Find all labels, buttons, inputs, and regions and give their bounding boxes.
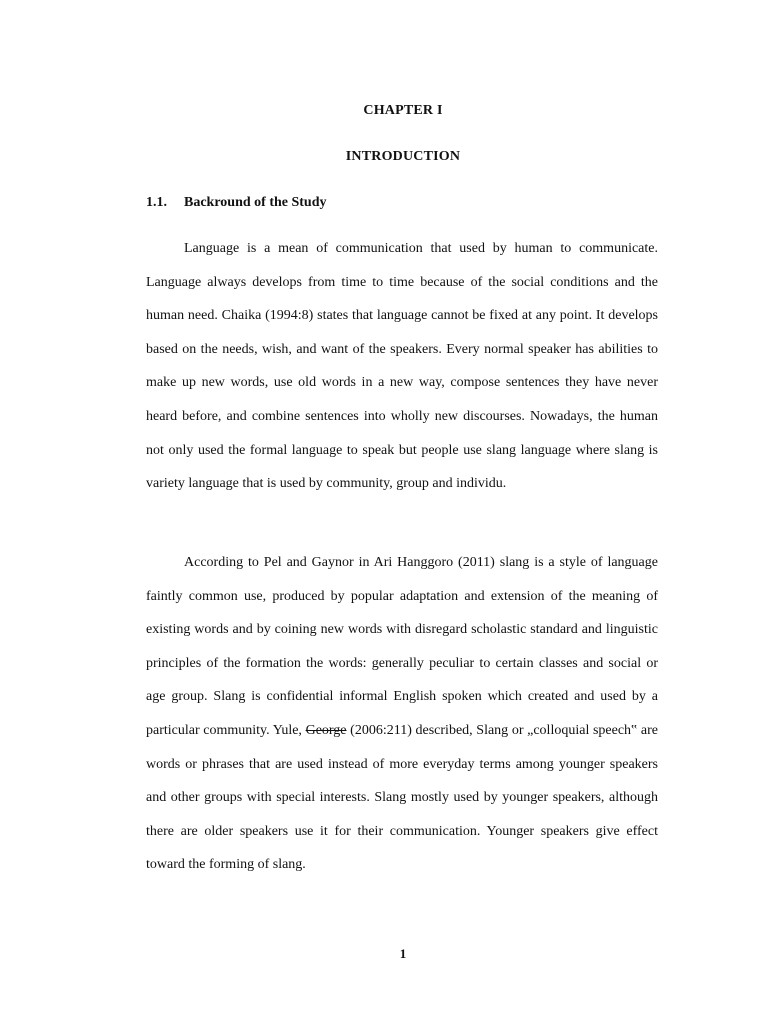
struck-word: George <box>305 722 347 738</box>
section-number: 1.1. <box>146 195 167 210</box>
chapter-subtitle: INTRODUCTION <box>345 149 461 164</box>
section-title: Backround of the Study <box>184 195 327 210</box>
page-number: 1 <box>399 946 407 961</box>
paragraph-2-part-2: (2006:211) described, Slang or „colloquial speech‟ are words or phrases that are used instead of more everyday terms among younger speakers and other groups with special interests. Slang mostly used by younger speakers, although there are older speakers use it for their communication. Younger speakers give effect toward the forming of slang. <box>146 722 659 873</box>
paragraph-1: Language is a mean of communication that used by human to communicate. Language always develops from time to time because of the social conditions and the human need. Chaika (1994:8) states that language cannot be fixed at any point. It develops based on the needs, wish, and want of the speakers. Every normal speaker has abilities to make up new words, use old words in a new way, compose sentences they have never heard before, and combine sentences into wholly new discourses. Nowadays, the human not only used the formal language to speak but people use slang language where slang is variety language that is used by community, group and individu. <box>146 241 658 492</box>
section-heading <box>146 195 327 211</box>
paragraph-2-part-1: According to Pel and Gaynor in Ari Hanggoro (2011) slang is a style of language faintly common use, produced by popular adaptation and extension of the meaning of existing words and by coining new words with disregard scholastic standard and linguistic principles of the formation the words: generally peculiar to certain classes and social or age group. Slang is confidential informal English spoken which created and used by a particular community. Yule, <box>146 555 658 738</box>
chapter-title: CHAPTER I <box>363 103 443 118</box>
paragraph-2 <box>146 546 658 882</box>
